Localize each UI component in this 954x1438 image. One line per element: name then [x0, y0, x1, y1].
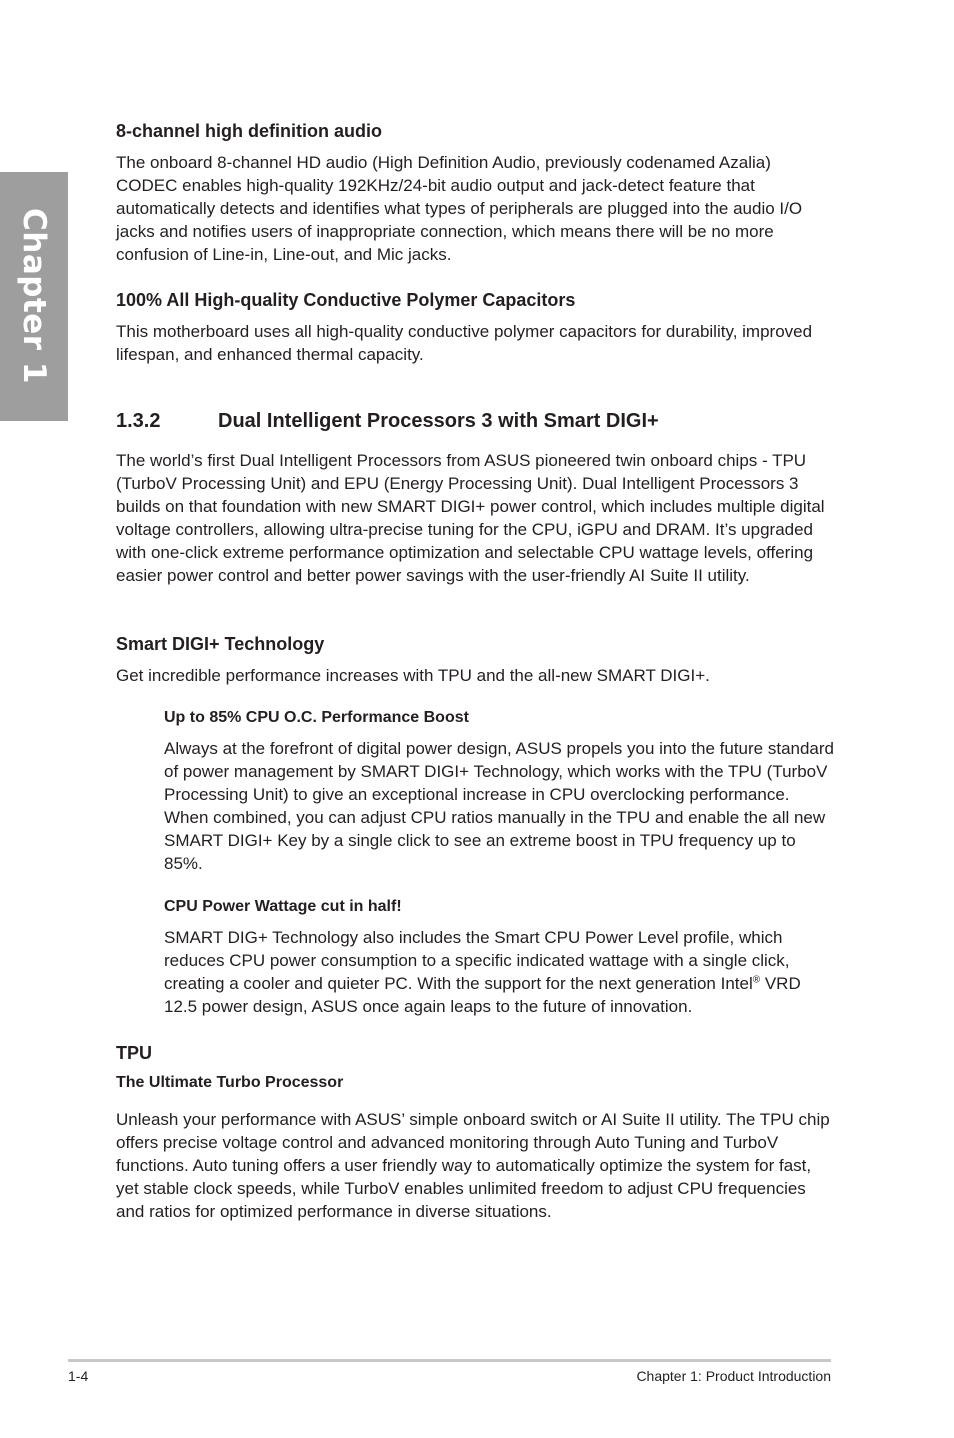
oc-boost-body: Always at the forefront of digital power design, ASUS propels you into the future standard of power management by SMART DIGI+ Technology, which works with the TPU (TurboV Processing Unit) to give an exceptional increase in CPU overclocking performance. When combined, you can adjust CPU ratios manually in the TPU and enable the all new SMART DIGI+ Key by a single click to see an extreme boost in TPU frequency up to 85%. [164, 739, 834, 873]
smart-digi-body: Get incredible performance increases with TPU and the all-new SMART DIGI+. [116, 666, 710, 685]
page-number: 1-4 [68, 1368, 89, 1384]
wattage-body-text-end: VRD 12.5 power design, ASUS once again leaps to the future of innovation. [164, 974, 801, 1016]
oc-boost-heading: Up to 85% CPU O.C. Performance Boost [164, 709, 469, 726]
wattage-body [164, 926, 836, 1018]
section-number: 1.3.2 [116, 410, 161, 432]
audio-heading: 8-channel high definition audio [116, 121, 382, 141]
section-heading [116, 410, 659, 433]
footer-chapter-title: Chapter 1: Product Introduction [636, 1368, 831, 1384]
wattage-heading: CPU Power Wattage cut in half! [164, 898, 402, 915]
tpu-body: Unleash your performance with ASUS’ simple onboard switch or AI Suite II utility. The TPU chip offers precise voltage control and advanced monitoring through Auto Tuning and TurboV functions. Auto tuning offers a user friendly way to automatically optimize the system for fast, yet stable clock speeds, while TurboV enables unlimited freedom to adjust CPU frequencies and ratios for optimized performance in diverse situations. [116, 1110, 830, 1221]
dip-body: The world’s first Dual Intelligent Processors from ASUS pioneered twin onboard chips - TPU (TurboV Processing Unit) and EPU (Energy Processing Unit). Dual Intelligent Processors 3 builds on that foundation with new SMART DIGI+ power control, which includes multiple digital voltage controllers, allowing ultra-precise tuning for the CPU, iGPU and DRAM. It’s upgraded with one-click extreme performance optimization and selectable CPU wattage levels, offering easier power control and better power savings with the user-friendly AI Suite II utility. [116, 451, 825, 585]
wattage-body-text: SMART DIG+ Technology also includes the Smart CPU Power Level profile, which reduces CPU power consumption to a specific indicated wattage with a single click, creating a cooler and quieter PC. With the support for the next generation Intel [164, 928, 790, 993]
tpu-heading: TPU [116, 1043, 152, 1063]
smart-digi-heading: Smart DIGI+ Technology [116, 634, 325, 654]
chapter-tab-label: Chapter 1 [16, 208, 52, 384]
tpu-subheading: The Ultimate Turbo Processor [116, 1074, 344, 1091]
capacitors-heading: 100% All High-quality Conductive Polymer Capacitors [116, 290, 576, 310]
capacitors-body: This motherboard uses all high-quality conductive polymer capacitors for durability, improved lifespan, and enhanced thermal capacity. [116, 322, 813, 364]
footer-divider [68, 1359, 831, 1362]
audio-body: The onboard 8-channel HD audio (High Definition Audio, previously codenamed Azalia) CODEC enables high-quality 192KHz/24-bit audio output and jack-detect feature that automatically detects and identifies what types of peripherals are plugged into the audio I/O jacks and notifies users of inappropriate connection, which means there will be no more confusion of Line-in, Line-out, and Mic jacks. [116, 153, 803, 264]
registered-mark: ® [752, 974, 761, 986]
section-title: Dual Intelligent Processors 3 with Smart DIGI+ [218, 410, 659, 432]
chapter-tab [0, 172, 68, 421]
